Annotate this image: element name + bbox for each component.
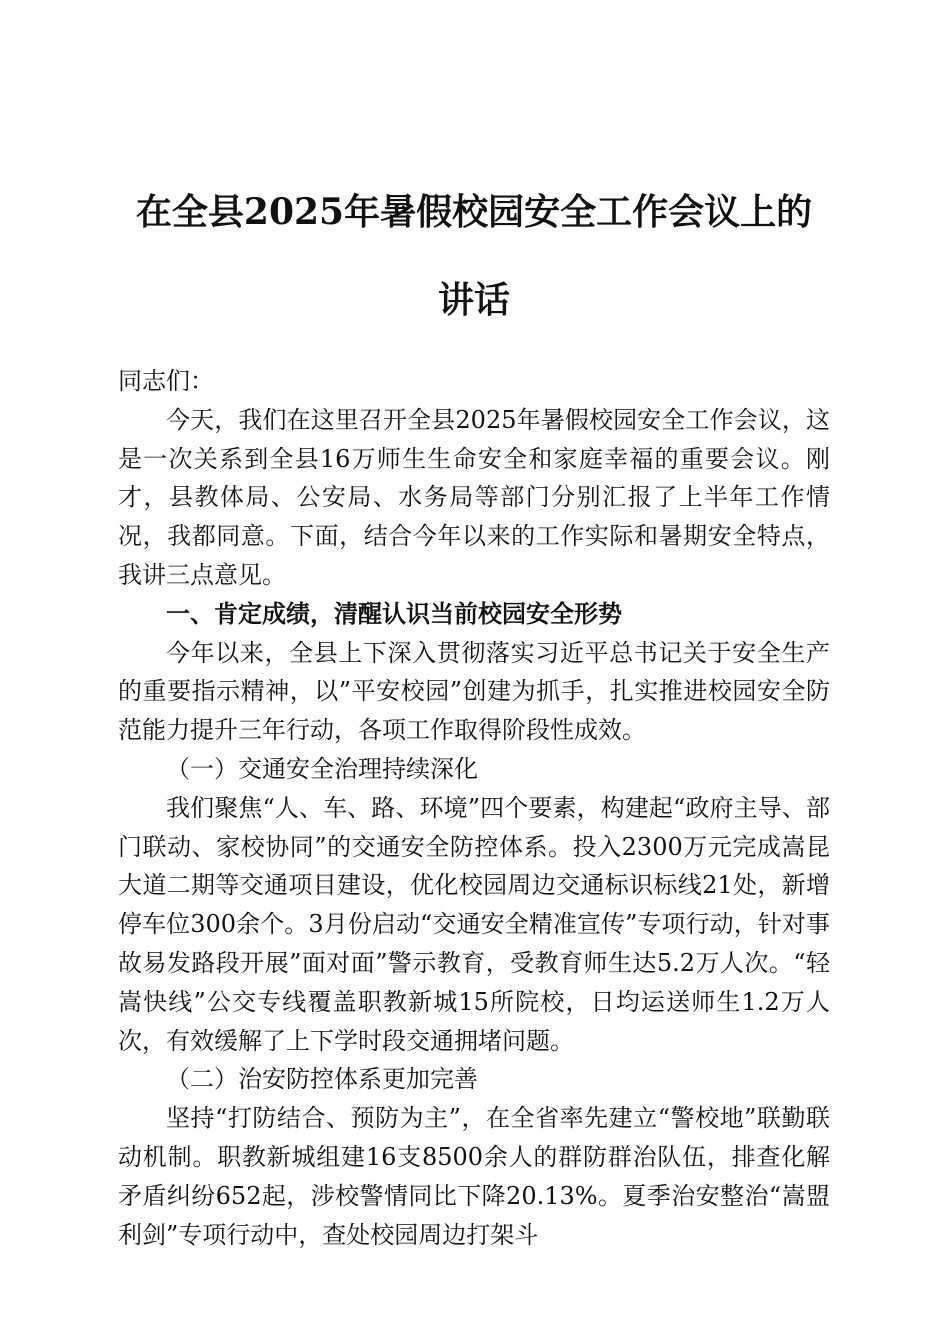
subsection-heading-2: （二）治安防控体系更加完善	[166, 1065, 478, 1094]
salutation: 同志们：	[118, 367, 214, 395]
paragraph-traffic-safety: 我们聚焦“人、车、路、环境”四个要素，构建起“政府主导、部门联动、家校协同”的交通安全防控体系。投入2300万元完成嵩昆大道二期等交通项目建设，优化校园周边交通标识标线21处，新增停车位300余个。3月份启动“交通安全精准宣传”专项行动，针对事故易发路段开展”面对面”警示教育，受教育师生达5.2万人次。“轻嵩快线”公交专线覆盖职教新城15所院校，日均运送师生1.2万人次，有效缓解了上下学时段交通拥堵问题。	[118, 793, 830, 1055]
paragraph-intro: 今天，我们在这里召开全县2025年暑假校园安全工作会议，这是一次关系到全县16万师生生命安全和家庭幸福的重要会议。刚才，县教体局、公安局、水务局等部门分别汇报了上半年工作情况，我都同意。下面，结合今年以来的工作实际和暑期安全特点，我讲三点意见。	[118, 405, 830, 589]
paragraph-public-security: 坚持“打防结合、预防为主”，在全省率先建立“警校地”联勤联动机制。职教新城组建16支8500余人的群防群治队伍，排查化解矛盾纠纷652起，涉校警情同比下降20.13%。夏季治安整治“嵩盟利剑”专项行动中，查处校园周边打架斗	[118, 1104, 830, 1249]
document-body	[118, 362, 830, 1254]
document-page	[118, 0, 830, 1344]
subsection-heading-1: （一）交通安全治理持续深化	[166, 754, 478, 783]
paragraph-section-1: 今年以来，全县上下深入贯彻落实习近平总书记关于安全生产的重要指示精神，以”平安校园”创建为抓手，扎实推进校园安全防范能力提升三年行动，各项工作取得阶段性成效。	[118, 638, 830, 745]
section-heading-1: 一、肯定成绩，清醒认识当前校园安全形势	[166, 598, 622, 628]
document-title: 在全县2025年暑假校园安全工作会议上的讲话	[135, 191, 813, 321]
